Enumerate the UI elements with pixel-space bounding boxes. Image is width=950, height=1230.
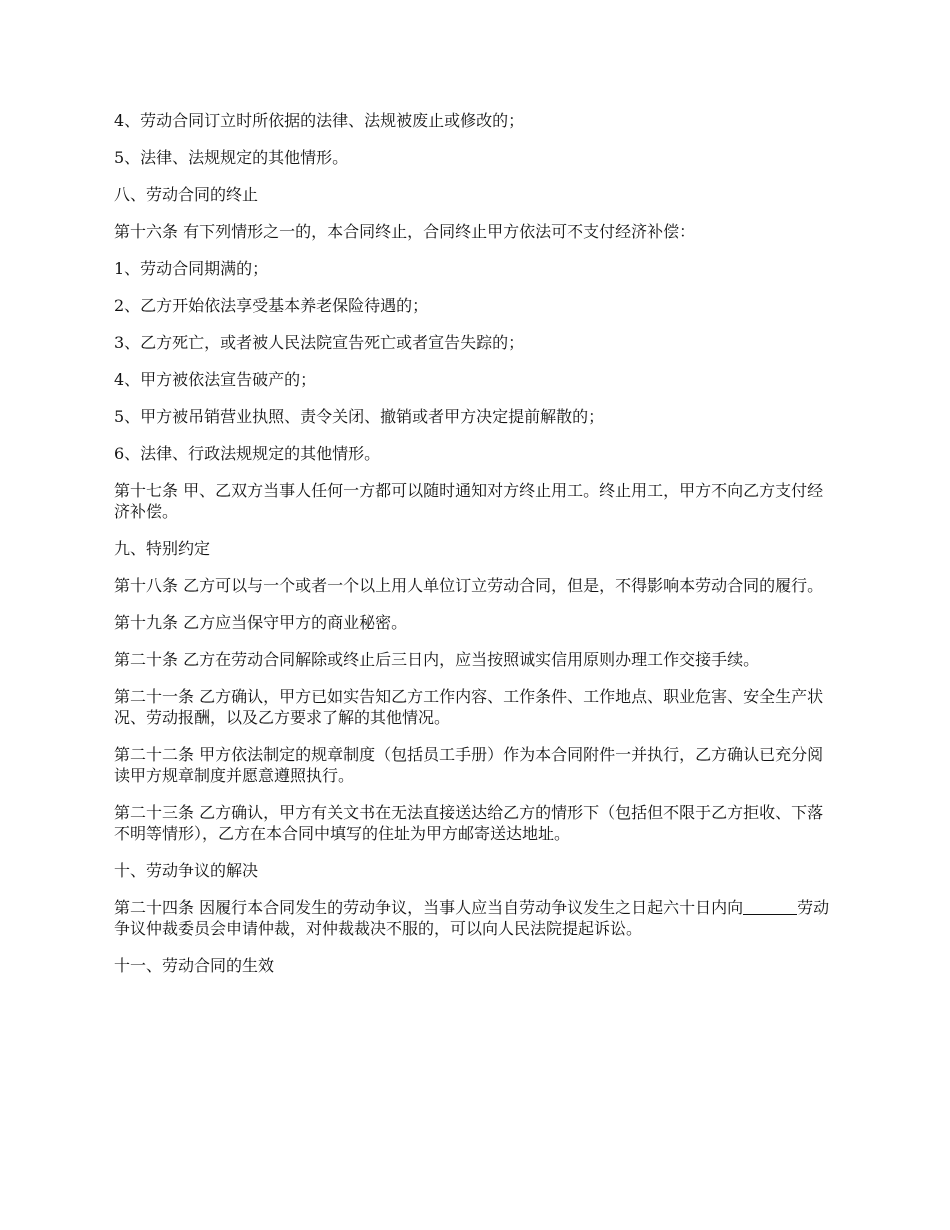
article-paragraph: 第十九条 乙方应当保守甲方的商业秘密。 bbox=[114, 613, 408, 632]
clause-item: 5、甲方被吊销营业执照、责令关闭、撤销或者甲方决定提前解散的； bbox=[114, 407, 605, 426]
section-heading: 九、特别约定 bbox=[114, 539, 211, 558]
clause-item: 1、劳动合同期满的； bbox=[114, 259, 269, 278]
clause-item: 3、乙方死亡，或者被人民法院宣告死亡或者宣告失踪的； bbox=[114, 333, 525, 352]
article-paragraph: 第二十一条 乙方确认，甲方已如实告知乙方工作内容、工作条件、工作地点、职业危害、安全生产状况、劳动报酬，以及乙方要求了解的其他情况。 bbox=[114, 687, 824, 727]
fill-in-blank bbox=[743, 898, 797, 915]
section-heading: 十、劳动争议的解决 bbox=[114, 861, 259, 880]
clause-item: 2、乙方开始依法享受基本养老保险待遇的； bbox=[114, 296, 429, 315]
article-paragraph: 第二十三条 乙方确认，甲方有关文书在无法直接送达给乙方的情形下（包括但不限于乙方拒收、下落不明等情形），乙方在本合同中填写的住址为甲方邮寄送达地址。 bbox=[114, 803, 824, 843]
article-paragraph: 第十八条 乙方可以与一个或者一个以上用人单位订立劳动合同，但是，不得影响本劳动合同的履行。 bbox=[114, 576, 824, 595]
article-24-text-before: 第二十四条 因履行本合同发生的劳动争议，当事人应当自劳动争议发生之日起六十日内向 bbox=[114, 898, 744, 917]
article-paragraph: 第二十二条 甲方依法制定的规章制度（包括员工手册）作为本合同附件一并执行，乙方确认已充分阅读甲方规章制度并愿意遵照执行。 bbox=[114, 745, 824, 785]
clause-item: 6、法律、行政法规规定的其他情形。 bbox=[114, 444, 381, 463]
section-heading: 十一、劳动合同的生效 bbox=[114, 956, 275, 975]
clause-item: 4、劳动合同订立时所依据的法律、法规被废止或修改的； bbox=[114, 111, 525, 130]
article-paragraph: 第十六条 有下列情形之一的，本合同终止，合同终止甲方依法可不支付经济补偿： bbox=[114, 222, 696, 241]
article-paragraph: 第二十条 乙方在劳动合同解除或终止后三日内，应当按照诚实信用原则办理工作交接手续。 bbox=[114, 650, 760, 669]
document-body bbox=[114, 110, 836, 992]
clause-item: 4、甲方被依法宣告破产的； bbox=[114, 370, 317, 389]
section-heading: 八、劳动合同的终止 bbox=[114, 185, 259, 204]
article-24-text-after: 劳动争议仲裁委员会申请仲裁，对仲裁裁决不服的，可以向人民法院提起诉讼。 bbox=[114, 898, 830, 938]
clause-item: 5、法律、法规规定的其他情形。 bbox=[114, 148, 349, 167]
article-paragraph-24 bbox=[114, 897, 836, 939]
article-paragraph: 第十七条 甲、乙双方当事人任何一方都可以随时通知对方终止用工。终止用工，甲方不向乙方支付经济补偿。 bbox=[114, 481, 824, 521]
